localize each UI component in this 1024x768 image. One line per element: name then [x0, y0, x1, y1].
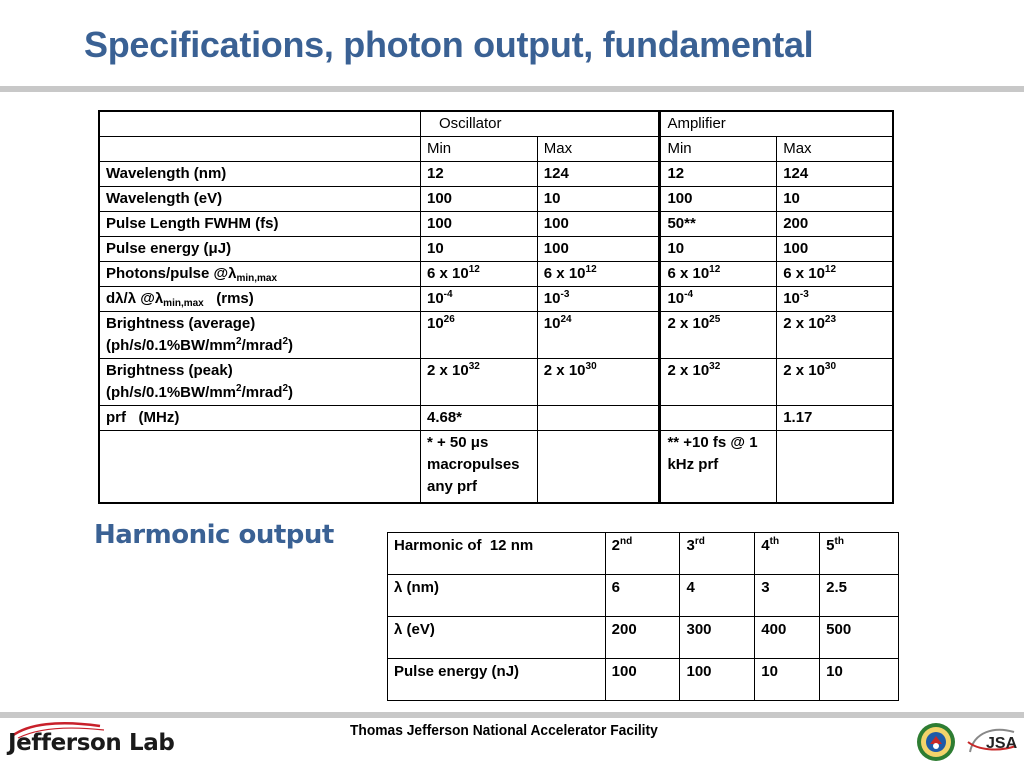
harmonic-number: 2 — [611, 537, 621, 554]
table-header-cell — [680, 533, 755, 575]
label-text: ) — [288, 337, 294, 354]
amp-max-header: Max — [777, 137, 893, 162]
table-cell: 10 — [820, 659, 899, 701]
table-row — [99, 212, 893, 237]
exponent: 12 — [468, 264, 480, 275]
exponent: 24 — [560, 314, 572, 325]
table-row — [388, 575, 899, 617]
ordinal-suffix: th — [834, 536, 844, 547]
doe-seal-icon — [916, 722, 956, 762]
amplifier-header: Amplifier — [660, 111, 893, 137]
harmonic-number: 4 — [761, 537, 770, 554]
table-cell — [660, 287, 777, 312]
row-label — [99, 237, 420, 262]
mantissa: 6 x 10 — [543, 265, 586, 282]
exponent: 32 — [709, 361, 721, 372]
mantissa: 6 x 10 — [667, 265, 710, 282]
table-cell: 10 — [420, 237, 537, 262]
ordinal-suffix: rd — [694, 536, 705, 547]
label-text: (rms) — [203, 290, 254, 307]
table-row — [99, 111, 893, 137]
table-cell — [537, 312, 660, 359]
table-header-cell — [755, 533, 820, 575]
label-text: Brightness (average) — [106, 315, 256, 332]
row-label: Pulse energy (nJ) — [388, 659, 606, 701]
lambda-symbol: λ — [228, 265, 237, 282]
mantissa: 2 x 10 — [667, 362, 710, 379]
label-text: ) — [288, 384, 294, 401]
amp-min-header: Min — [660, 137, 777, 162]
exponent: -3 — [560, 289, 570, 300]
oscillator-header: Oscillator — [420, 111, 659, 137]
ordinal-suffix: th — [769, 536, 780, 547]
table-row — [388, 533, 899, 575]
label-text: (ph/s/0.1%BW/mm — [106, 337, 237, 354]
table-row — [388, 617, 899, 659]
row-label: Pulse Length FWHM (fs) — [99, 212, 420, 237]
mantissa: 2 x 10 — [783, 315, 825, 332]
lambda-symbol: λ — [127, 290, 137, 307]
jsa-text: JSA — [986, 735, 1018, 752]
table-cell — [660, 262, 777, 287]
label-text: /mrad — [241, 337, 283, 354]
table-cell — [99, 111, 420, 137]
table-cell — [660, 312, 777, 359]
table-cell — [537, 431, 660, 503]
mantissa: 10 — [426, 290, 444, 307]
oscillator-note — [420, 431, 537, 503]
label-text — [106, 335, 414, 357]
page-title: Specifications, photon output, fundamental — [84, 24, 814, 65]
logo-text: Jefferson Lab — [8, 730, 175, 756]
row-label: prf (MHz) — [99, 406, 420, 431]
mantissa: 2 x 10 — [426, 362, 469, 379]
mantissa: 6 x 10 — [426, 265, 469, 282]
mantissa: 10 — [667, 290, 685, 307]
harmonic-output-heading: Harmonic output — [94, 520, 334, 550]
table-cell — [537, 262, 660, 287]
table-cell: 124 — [777, 162, 893, 187]
row-label — [99, 287, 420, 312]
table-cell: 2.5 — [820, 575, 899, 617]
row-label — [99, 359, 420, 406]
lambda-symbol: λ — [394, 621, 403, 638]
specifications-table — [98, 110, 894, 504]
table-cell: 100 — [420, 187, 537, 212]
harmonic-table — [387, 532, 899, 701]
table-row — [99, 431, 893, 503]
mantissa: 10 — [543, 290, 561, 307]
note-line: any prf — [426, 478, 477, 495]
jsa-logo-icon — [964, 722, 1020, 762]
lambda-symbol: λ — [115, 290, 124, 307]
table-cell: 3 — [755, 575, 820, 617]
table-cell: 300 — [680, 617, 755, 659]
row-label — [388, 575, 606, 617]
label-text — [106, 382, 414, 404]
harmonic-number: 3 — [686, 537, 695, 554]
label-text: Pulse energy ( — [106, 240, 209, 257]
table-cell — [660, 359, 777, 406]
table-cell: 4 — [680, 575, 755, 617]
table-cell: 10 — [777, 187, 893, 212]
row-label: Wavelength (eV) — [99, 187, 420, 212]
table-cell — [420, 262, 537, 287]
table-row — [99, 312, 893, 359]
mu-symbol: μ — [470, 434, 480, 451]
table-cell — [537, 359, 660, 406]
table-cell: 100 — [537, 212, 660, 237]
table-cell: 50** — [660, 212, 777, 237]
label-text: (ph/s/0.1%BW/mm — [106, 384, 237, 401]
ordinal-suffix: nd — [620, 536, 633, 547]
table-cell: 100 — [680, 659, 755, 701]
mantissa: 10 — [543, 315, 561, 332]
table-header-cell — [605, 533, 680, 575]
exponent: 26 — [443, 314, 455, 325]
row-label: Wavelength (nm) — [99, 162, 420, 187]
table-row — [99, 406, 893, 431]
table-row — [388, 659, 899, 701]
exponent: 12 — [824, 264, 837, 275]
mantissa: 2 x 10 — [543, 362, 586, 379]
table-row — [99, 287, 893, 312]
exponent: 2 — [236, 336, 242, 347]
exponent: 25 — [709, 314, 721, 325]
mantissa: 10 — [426, 315, 444, 332]
exponent: 30 — [824, 361, 837, 372]
footer-text: Thomas Jefferson National Accelerator Facility — [350, 722, 658, 739]
table-cell: 10 — [660, 237, 777, 262]
table-row — [99, 137, 893, 162]
exponent: 32 — [468, 361, 480, 372]
label-text: d — [106, 290, 116, 307]
mantissa: 10 — [783, 290, 800, 307]
title-divider — [0, 86, 1024, 92]
label-text: / — [123, 290, 128, 307]
exponent: 2 — [282, 383, 289, 394]
table-cell: 10 — [755, 659, 820, 701]
exponent: -4 — [443, 289, 453, 300]
table-cell: 500 — [820, 617, 899, 659]
label-text: (nm) — [402, 579, 440, 596]
subscript: min,max — [236, 273, 278, 284]
label-text: Photons/pulse @ — [106, 265, 229, 282]
table-cell: 200 — [605, 617, 680, 659]
table-cell: 200 — [777, 212, 893, 237]
mu-symbol: μ — [208, 240, 218, 257]
table-cell: 100 — [537, 237, 660, 262]
row-label: Harmonic of 12 nm — [388, 533, 606, 575]
table-cell — [777, 431, 893, 503]
lambda-symbol: λ — [394, 579, 403, 596]
table-cell: 100 — [605, 659, 680, 701]
table-cell — [537, 287, 660, 312]
row-label — [388, 617, 606, 659]
table-cell — [777, 287, 893, 312]
table-cell: 124 — [537, 162, 660, 187]
amplifier-note — [660, 431, 777, 503]
table-cell — [777, 262, 893, 287]
table-cell — [99, 137, 420, 162]
table-row — [99, 162, 893, 187]
table-cell — [99, 431, 420, 503]
table-cell — [777, 359, 893, 406]
exponent: 30 — [585, 361, 597, 372]
table-cell: 10 — [537, 187, 660, 212]
table-header-cell — [820, 533, 899, 575]
table-cell: 12 — [420, 162, 537, 187]
footer-divider — [0, 712, 1024, 718]
exponent: 12 — [585, 264, 597, 275]
exponent: 23 — [824, 314, 837, 325]
label-text: /mrad — [241, 384, 283, 401]
jefferson-lab-logo — [8, 726, 175, 762]
mantissa: 2 x 10 — [667, 315, 710, 332]
table-cell: 100 — [777, 237, 893, 262]
label-text: @ — [136, 290, 155, 307]
table-row — [99, 237, 893, 262]
mantissa: 2 x 10 — [783, 362, 825, 379]
table-cell — [420, 312, 537, 359]
table-row — [99, 359, 893, 406]
note-text: * + 50 — [426, 434, 471, 451]
row-label — [99, 262, 420, 287]
note-line: kHz prf — [667, 456, 719, 473]
exponent: 2 — [282, 336, 289, 347]
osc-max-header: Max — [537, 137, 660, 162]
table-row — [99, 262, 893, 287]
table-cell: 100 — [420, 212, 537, 237]
note-line: macropulses — [426, 456, 520, 473]
table-cell — [420, 359, 537, 406]
exponent: -4 — [684, 289, 694, 300]
osc-min-header: Min — [420, 137, 537, 162]
exponent: 12 — [709, 264, 721, 275]
table-cell: 100 — [660, 187, 777, 212]
exponent: -3 — [799, 289, 809, 300]
table-cell: 12 — [660, 162, 777, 187]
note-line — [427, 432, 531, 454]
table-cell — [660, 406, 777, 431]
lambda-symbol: λ — [154, 290, 164, 307]
table-cell: 1.17 — [777, 406, 893, 431]
label-text: (eV) — [402, 621, 435, 638]
table-row — [99, 187, 893, 212]
exponent: 2 — [236, 383, 242, 394]
mantissa: 6 x 10 — [783, 265, 825, 282]
note-line: ** +10 fs @ 1 — [667, 434, 758, 451]
table-cell: 6 — [605, 575, 680, 617]
subscript: min,max — [163, 298, 204, 309]
harmonic-number: 5 — [826, 537, 835, 554]
label-text: J) — [217, 240, 232, 257]
note-text: s — [479, 434, 489, 451]
table-cell — [537, 406, 660, 431]
table-cell — [420, 287, 537, 312]
table-cell: 400 — [755, 617, 820, 659]
row-label — [99, 312, 420, 359]
label-text: Brightness (peak) — [106, 362, 233, 379]
table-cell: 4.68* — [420, 406, 537, 431]
table-cell — [777, 312, 893, 359]
